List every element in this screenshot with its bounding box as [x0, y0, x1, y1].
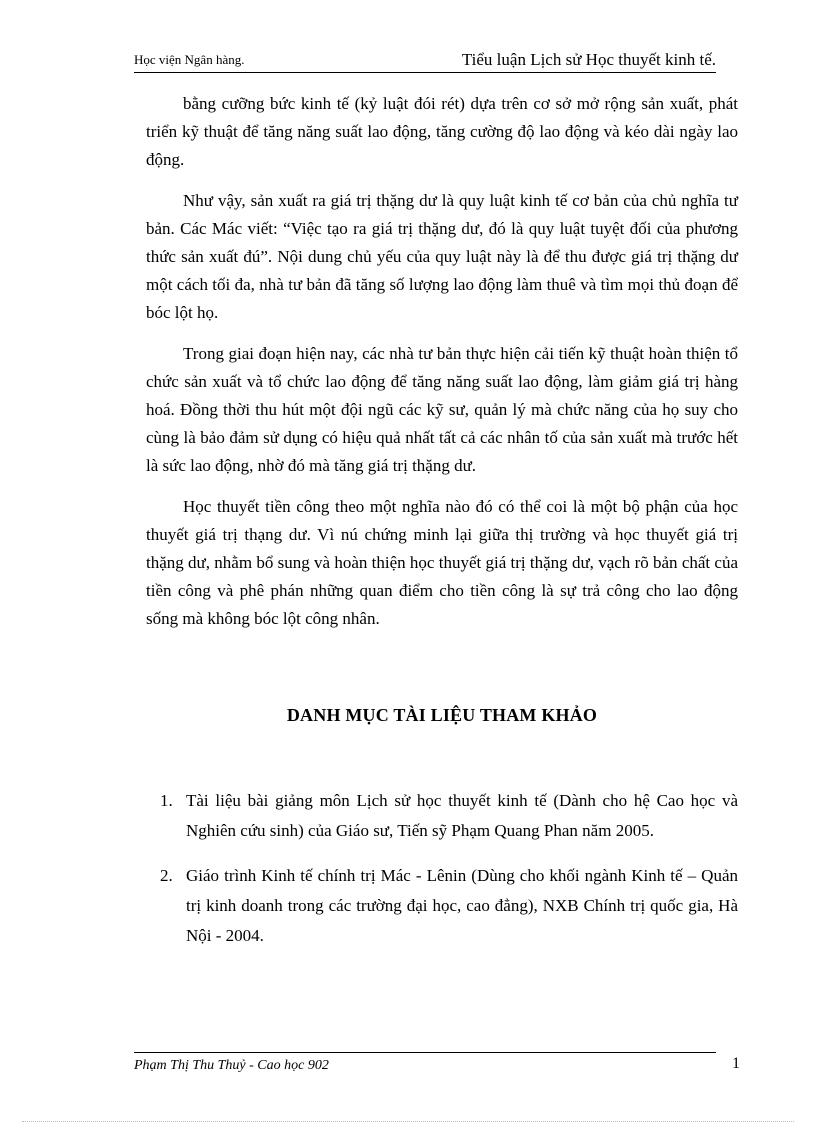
page-header — [134, 50, 716, 73]
header-document-title: Tiểu luận Lịch sử Học thuyết kinh tế. — [461, 50, 716, 69]
header-institution: Học viện Ngân hàng. — [134, 52, 245, 67]
reference-item — [146, 786, 738, 846]
reference-number: 2. — [160, 866, 173, 885]
page-edge-divider — [22, 1121, 794, 1122]
reference-text: Giáo trình Kinh tế chính trị Mác - Lênin (Dùng cho khối ngành Kinh tế – Quản trị kinh doanh trong các trường đại học, cao đẳng), NXB Chính trị quốc gia, Hà Nội - 2004. — [186, 866, 738, 945]
paragraph: bằng cưỡng bức kinh tế (kỷ luật đói rét) dựa trên cơ sở mở rộng sản xuất, phát triển kỹ thuật để tăng năng suất lao động, tăng cường độ lao động và kéo dài ngày lao động. — [146, 94, 738, 169]
paragraph: Học thuyết tiền công theo một nghĩa nào đó có thể coi là một bộ phận của học thuyết giá trị thạng dư. Vì nú chứng minh lại giữa thị trường và học thuyết giá trị thặng dư, nhằm bổ sung và hoàn thiện học thuyết giá trị thặng dư, vạch rõ bản chất của tiền công và phê phán những quan điểm cho tiền công là sự trả công cho lao động sống mà không bóc lột công nhân. — [146, 497, 738, 628]
reference-list — [146, 786, 738, 966]
page-footer — [134, 1052, 740, 1073]
paragraph: Như vậy, sản xuất ra giá trị thặng dư là quy luật kinh tế cơ bản của chủ nghĩa tư bản. Các Mác viết: “Việc tạo ra giá trị thặng dư, đó là quy luật tuyệt đối của phương thức sản xuất đú”. Nội dung chủ yếu của quy luật này là để thu được giá trị thặng dư một cách tối đa, nhà tư bản đã tăng số lượng lao động làm thuê và tìm mọi thủ đoạn để bóc lột họ. — [146, 191, 738, 322]
section-title: DANH MỤC TÀI LIỆU THAM KHẢO — [286, 705, 598, 725]
page-number: 1 — [732, 1055, 740, 1072]
reference-text: Tài liệu bài giảng môn Lịch sử học thuyết kinh tế (Dành cho hệ Cao học và Nghiên cứu sinh) của Giáo sư, Tiến sỹ Phạm Quang Phan năm 2005. — [186, 791, 738, 840]
reference-number: 1. — [160, 791, 173, 810]
footer-author: Phạm Thị Thu Thuỷ - Cao học 902 — [134, 1058, 329, 1073]
reference-item — [146, 861, 738, 951]
paragraph: Trong giai đoạn hiện nay, các nhà tư bản thực hiện cải tiến kỹ thuật hoàn thiện tổ chức sản xuất và tổ chức lao động để tăng năng suất lao động, làm giảm giá trị hàng hoá. Đồng thời thu hút một đội ngũ các kỹ sư, quản lý mà chức năng của họ suy cho cùng là bảo đảm sử dụng có hiệu quả nhất tất cả các nhân tố của sản xuất mà trước hết là sức lao động, nhờ đó mà tăng giá trị thặng dư. — [146, 344, 738, 475]
body-text — [146, 90, 738, 646]
